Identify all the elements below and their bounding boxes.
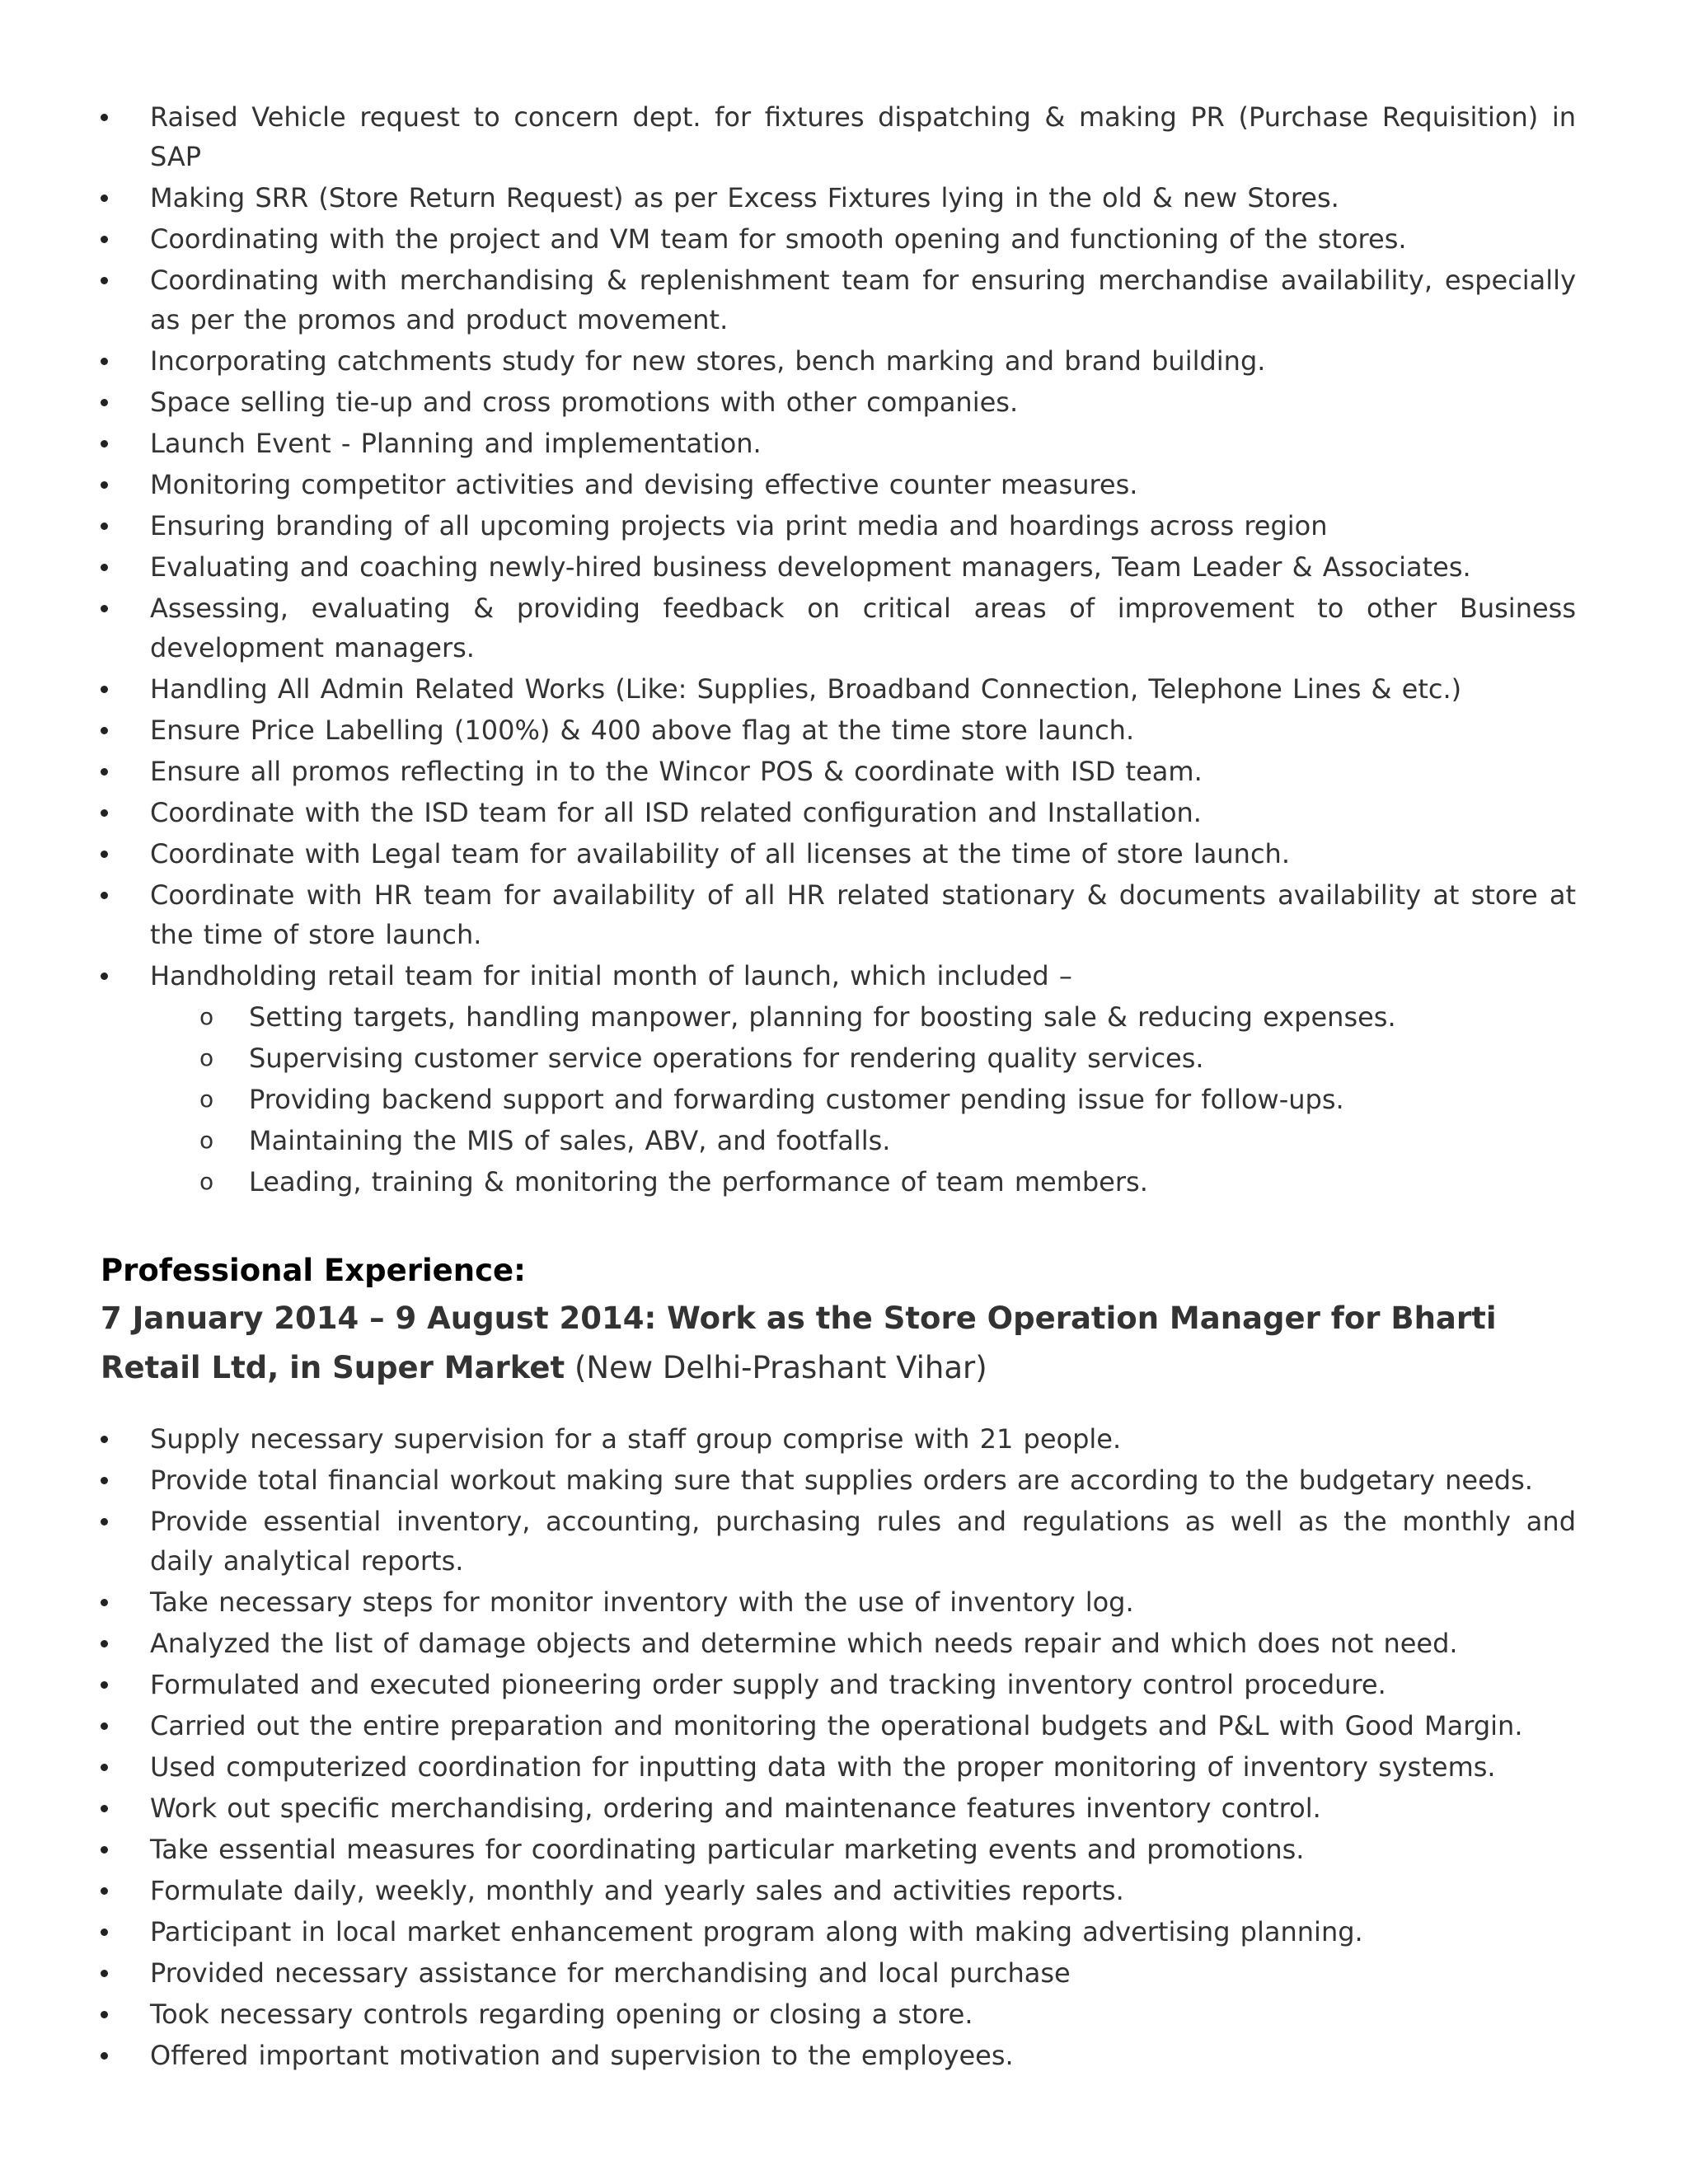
list-item: Take necessary steps for monitor inventory with the use of inventory log. [101,1582,1576,1622]
sub-list [150,997,1576,1202]
job-location: (New Delhi-Prashant Vihar) [574,1350,987,1385]
sub-list-item: o Supervising customer service operations for rendering quality services. [199,1038,1576,1078]
sub-list-item: o Providing backend support and forwarding customer pending issue for follow-ups. [199,1080,1576,1119]
list-item: Coordinate with Legal team for availability of all licenses at the time of store launch. [101,834,1576,874]
list-item: Used computerized coordination for inputting data with the proper monitoring of inventory systems. [101,1747,1576,1787]
list-item: Launch Event - Planning and implementation. [101,424,1576,463]
list-item: Incorporating catchments study for new stores, bench marking and brand building. [101,341,1576,381]
job-title-text: 7 January 2014 – 9 August 2014: Work as the Store Operation Manager for Bharti Retail Ltd, in Super Market [101,1301,1497,1385]
list-item: Coordinating with merchandising & replenishment team for ensuring merchandise availability, especially as per the promos and product movement. [101,260,1576,340]
list-item: Offered important motivation and supervision to the employees. [101,2036,1576,2075]
sub-list-item: o Maintaining the MIS of sales, ABV, and footfalls. [199,1121,1576,1160]
list-item: Formulated and executed pioneering order supply and tracking inventory control procedure. [101,1665,1576,1704]
job-duties-list [101,1419,1576,2077]
responsibilities-list [101,97,1576,1203]
list-item: Monitoring competitor activities and devising effective counter measures. [101,465,1576,504]
list-item: Provided necessary assistance for merchandising and local purchase [101,1953,1576,1993]
list-item: Formulate daily, weekly, monthly and yearly sales and activities reports. [101,1871,1576,1910]
list-item: Ensuring branding of all upcoming projects via print media and hoardings across region [101,506,1576,546]
list-item: Evaluating and coaching newly-hired business development managers, Team Leader & Associates. [101,547,1576,587]
list-item: Ensure Price Labelling (100%) & 400 above flag at the time store launch. [101,710,1576,750]
list-item: Space selling tie-up and cross promotions with other companies. [101,382,1576,422]
list-item: Assessing, evaluating & providing feedback on critical areas of improvement to other Business development managers. [101,588,1576,668]
job-title [101,1294,1576,1393]
list-item: Provide total financial workout making sure that supplies orders are according to the budgetary needs. [101,1460,1576,1500]
sub-list-item: o Setting targets, handling manpower, planning for boosting sale & reducing expenses. [199,997,1576,1037]
list-item: Coordinating with the project and VM team for smooth opening and functioning of the stores. [101,219,1576,259]
list-item: Supply necessary supervision for a staff group comprise with 21 people. [101,1419,1576,1459]
list-item: Making SRR (Store Return Request) as per Excess Fixtures lying in the old & new Stores. [101,178,1576,218]
list-item: Coordinate with HR team for availability of all HR related stationary & documents availability at store at the time of store launch. [101,875,1576,954]
list-item: Took necessary controls regarding opening or closing a store. [101,1994,1576,2034]
list-item: Coordinate with the ISD team for all ISD related configuration and Installation. [101,793,1576,832]
list-item: Raised Vehicle request to concern dept. for fixtures dispatching & making PR (Purchase Requisition) in SAP [101,97,1576,176]
list-item: Participant in local market enhancement program along with making advertising planning. [101,1912,1576,1952]
section-heading: Professional Experience: [101,1253,526,1288]
list-item: Take essential measures for coordinating particular marketing events and promotions. [101,1830,1576,1869]
list-item-with-sublist [101,956,1576,1202]
list-item: Handling All Admin Related Works (Like: Supplies, Broadband Connection, Telephone Lines & etc.) [101,669,1576,709]
list-item: Provide essential inventory, accounting, purchasing rules and regulations as well as the monthly and daily analytical reports. [101,1502,1576,1581]
list-item: Carried out the entire preparation and monitoring the operational budgets and P&L with Good Margin. [101,1706,1576,1746]
list-item: Ensure all promos reflecting in to the Wincor POS & coordinate with ISD team. [101,752,1576,791]
list-item: Analyzed the list of damage objects and determine which needs repair and which does not need. [101,1624,1576,1663]
list-item-text: Handholding retail team for initial month of launch, which included – [150,960,1072,991]
list-item: Work out specific merchandising, ordering and maintenance features inventory control. [101,1788,1576,1828]
sub-list-item: o Leading, training & monitoring the performance of team members. [199,1162,1576,1202]
